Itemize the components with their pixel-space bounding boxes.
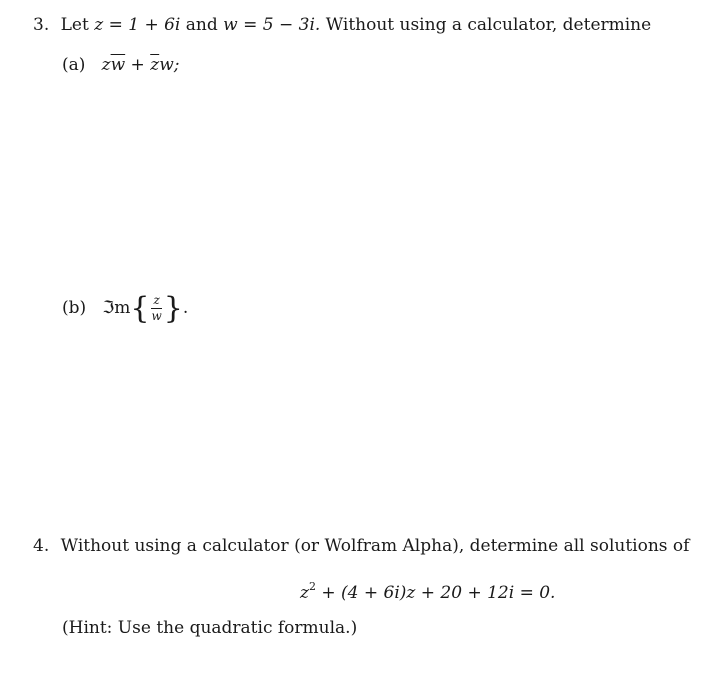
right-brace-icon: } <box>163 290 183 326</box>
q4-hint <box>62 617 357 639</box>
q3-part-b-numerator: z <box>153 293 160 307</box>
q4-eq-z: z <box>300 583 309 603</box>
q3-part-a-wbar: $\overline{w}$ <box>110 55 126 75</box>
q4-text: Without using a calculator (or Wolfram Alpha), determine all solutions of <box>60 536 690 556</box>
q3-part-b-denominator: w <box>151 309 162 323</box>
q3-z-definition: z = 1 + 6i <box>94 15 181 35</box>
q3-statement <box>33 14 651 36</box>
q3-part-a-zbar: $\overline{z}$ <box>150 55 160 75</box>
q3-part-a-plus: + <box>125 55 151 75</box>
q3-rest: Without using a calculator, determine <box>325 15 652 35</box>
q3-part-a-w: w; <box>159 55 180 75</box>
q3-part-a-label: (a) <box>62 55 86 75</box>
q3-part-b-fraction <box>151 294 161 323</box>
q4-statement <box>33 535 689 557</box>
q3-part-a-z: z <box>101 55 111 75</box>
q4-eq-exponent: 2 <box>308 580 316 593</box>
q4-eq-rest: + (4 + 6i)z + 20 + 12i = 0. <box>315 583 556 603</box>
q3-part-a <box>62 54 179 76</box>
q4-equation <box>300 576 555 604</box>
q3-part-b <box>62 290 188 326</box>
q3-w-definition: w = 5 − 3i. <box>223 15 321 35</box>
q3-and: and <box>185 15 218 35</box>
q3-part-b-end: . <box>182 298 189 318</box>
left-brace-icon: { <box>130 290 150 326</box>
q4-number: 4. <box>33 536 50 556</box>
q3-intro: Let <box>60 15 89 35</box>
q4-hint-text: (Hint: Use the quadratic formula.) <box>62 618 358 638</box>
q3-number: 3. <box>33 15 50 35</box>
q3-part-b-im-symbol: ℑm <box>102 298 131 318</box>
q3-part-b-label: (b) <box>62 298 87 318</box>
